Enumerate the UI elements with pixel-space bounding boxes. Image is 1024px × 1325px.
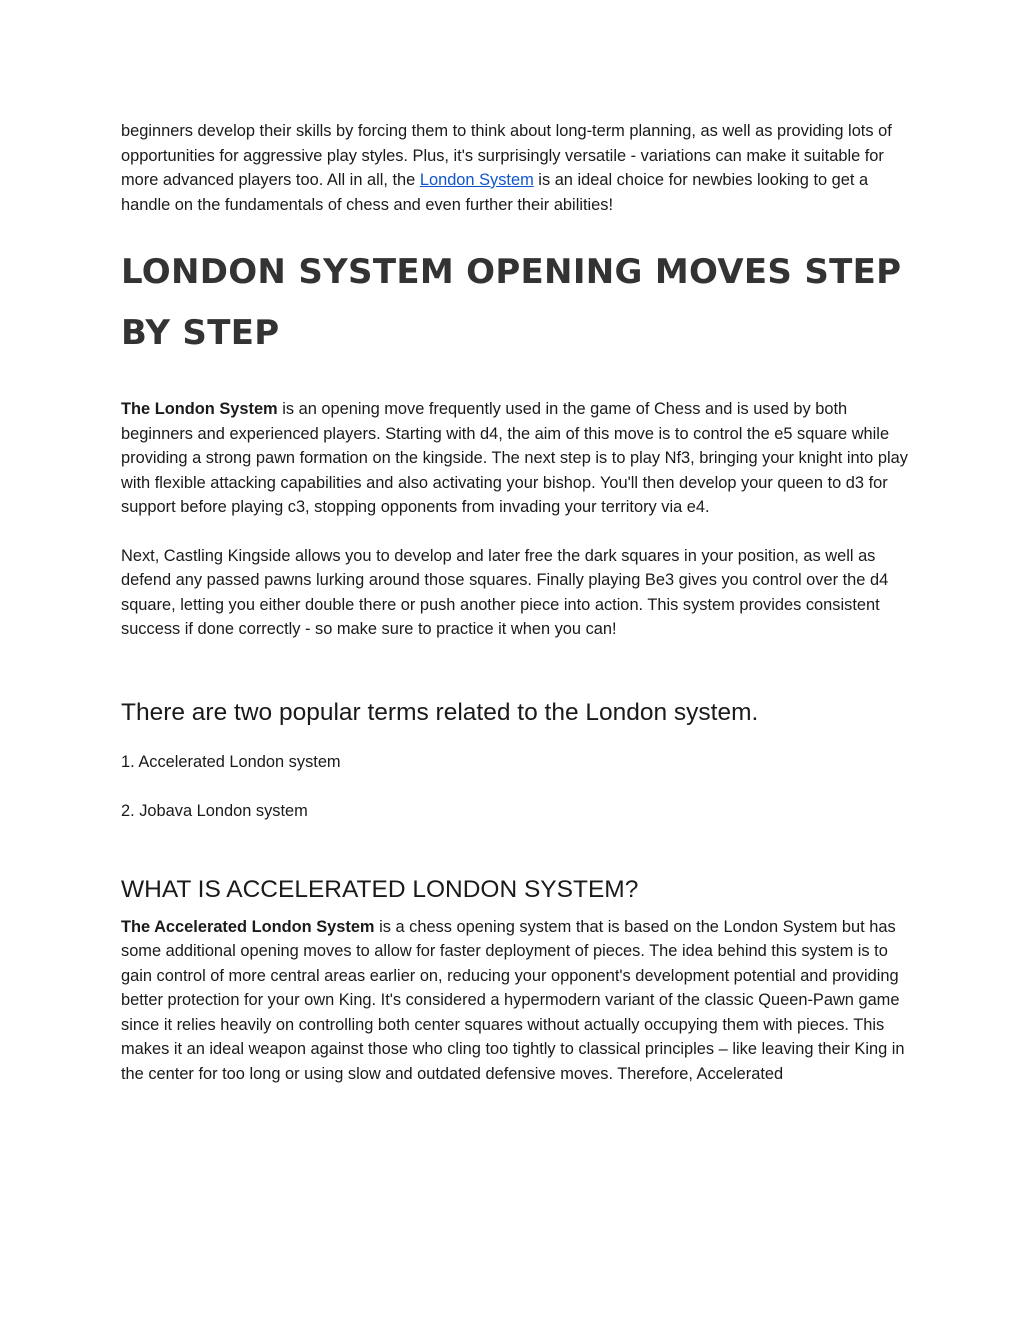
accelerated-paragraph [121,915,911,1087]
accelerated-paragraph-text: is a chess opening system that is based on the London System but has some additional opening moves to allow for faster deployment of pieces. The idea behind this system is to gain control of more central areas earlier on, reducing your opponent's development potential and providing better protection for your own King. It's considered a hypermodern variant of the classic Queen-Pawn game since it relies heavily on controlling both center squares without actually occupying them with pieces. This makes it an ideal weapon against those who cling too tightly to classical principles – like leaving their King in the center for too long or using slow and outdated defensive moves. Therefore, Accelerated [121,917,905,1083]
intro-text-after-link: is an ideal choice for newbies looking to get a handle on the fundamentals of chess and even further their abilities! [121,171,869,214]
london-system-paragraph [121,397,911,520]
terms-heading: There are two popular terms related to the London system. [121,698,759,726]
intro-paragraph [121,119,911,217]
term-item-accelerated: 1. Accelerated London system [121,752,341,771]
castling-paragraph: Next, Castling Kingside allows you to develop and later free the dark squares in your position, as well as defend any passed pawns lurking around those squares. Finally playing Be3 gives you control over the d4 square, letting you either double there or push another piece into action. This system provides consistent success if done correctly - so make sure to practice it when you can! [121,546,889,638]
intro-text-before-link: beginners develop their skills by forcing them to think about long-term planning, as well as providing lots of opportunities for aggressive play styles. Plus, it's surprisingly versatile - variations can make it suitable for more advanced players too. All in all, the [121,122,892,189]
term-item-jobava: 2. Jobava London system [121,801,308,820]
document-page [121,119,911,1086]
main-heading: LONDON SYSTEM OPENING MOVES STEP BY STEP [121,252,902,353]
accelerated-heading: WHAT IS ACCELERATED LONDON SYSTEM? [121,875,639,903]
london-system-bold-term: The London System [121,400,278,418]
accelerated-bold-term: The Accelerated London System [121,917,375,936]
london-system-paragraph-text: is an opening move frequently used in the game of Chess and is used by both beginners and experienced players. Starting with d4, the aim of this move is to control the e5 square while providing a strong pawn formation on the kingside. The next step is to play Nf3, bringing your knight into play with flexible attacking capabilities and also activating your bishop. You'll then develop your queen to d3 for support before playing c3, stopping opponents from invading your territory via e4. [121,400,908,516]
london-system-link[interactable]: London System [419,171,534,189]
